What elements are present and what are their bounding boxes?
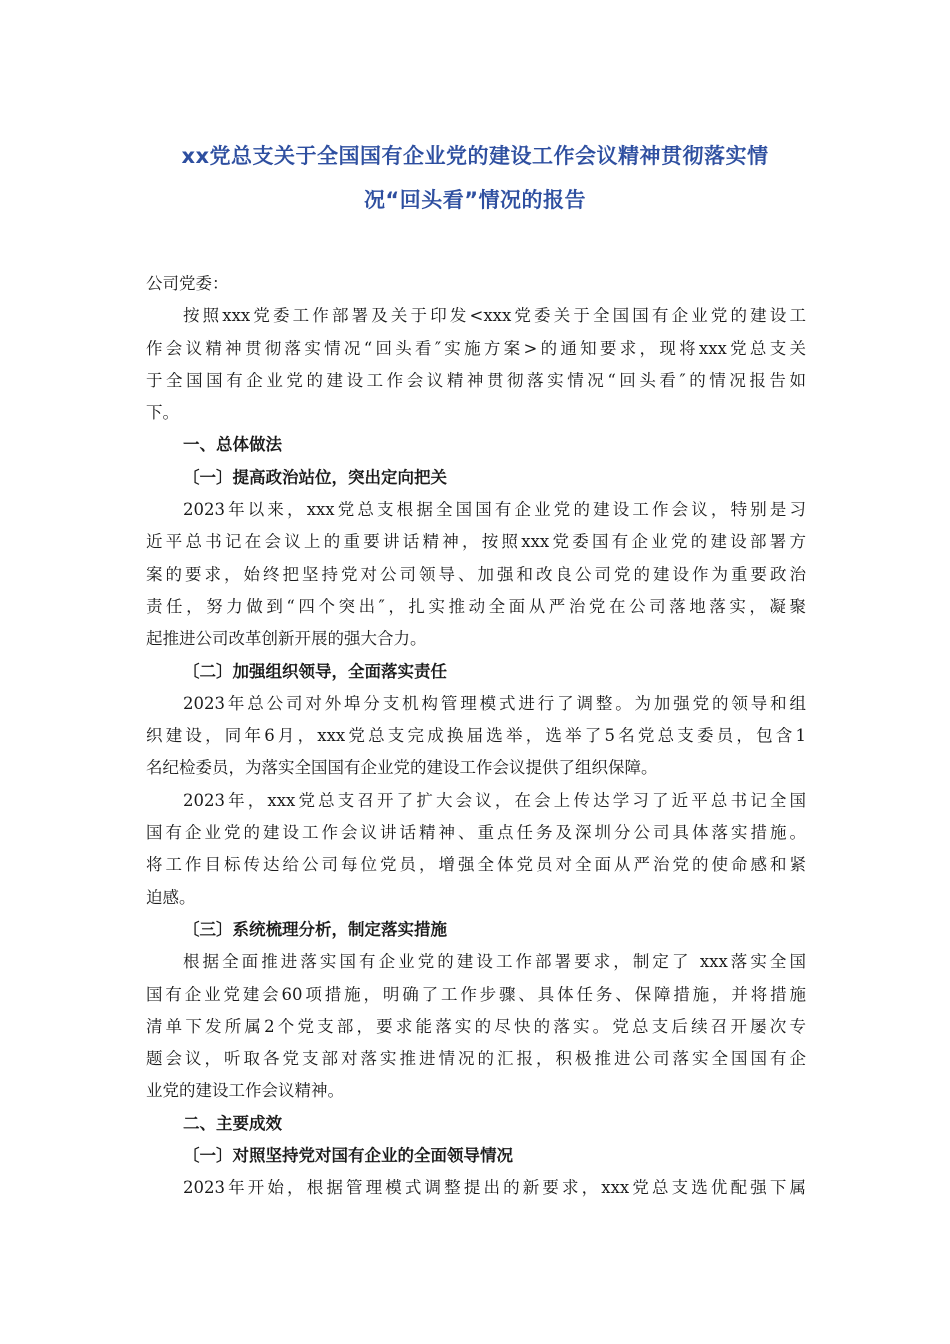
paragraph-line: 起推进公司改革创新开展的强大合力。 (146, 629, 427, 649)
paragraph-line: 题会议，听取各党支部对落实推进情况的汇报，积极推进公司落实全国国有企 (146, 1049, 806, 1069)
paragraph-line: 责任，努力做到“四个突出″，扎实推动全面从严治党在公司落地落实，凝聚 (146, 596, 806, 616)
paragraph-line: 名纪检委员，为落实全国国有企业党的建设工作会议提供了组织保障。 (146, 758, 658, 778)
paragraph-line: 根据全面推进落实国有企业党的建设工作部署要求，制定了 xxx落实全国 (183, 952, 806, 972)
paragraph-line: 业党的建设工作会议精神。 (146, 1081, 344, 1101)
intro-line: 于全国国有企业党的建设工作会议精神贯彻落实情况“回头看″的情况报告如 (146, 370, 806, 390)
paragraph-line: 2023年开始，根据管理模式调整提出的新要求，xxx党总支选优配强下属 (183, 1178, 806, 1198)
paragraph-line: 2023年，xxx党总支召开了扩大会议，在会上传达学习了近平总书记全国 (183, 790, 806, 810)
intro-line: 下。 (146, 403, 179, 423)
paragraph-line: 迫感。 (146, 887, 196, 907)
section1-sub3-heading: 〔三〕系统梳理分析，制定落实措施 (183, 919, 447, 939)
paragraph-line: 国有企业党的建设工作会议讲话精神、重点任务及深圳分公司具体落实措施。 (146, 823, 806, 843)
intro-line: 按照xxx党委工作部署及关于印发<xxx党委关于全国国有企业党的建设工 (183, 306, 806, 326)
section2-heading: 二、主要成效 (183, 1113, 282, 1133)
document-title (130, 134, 820, 222)
salutation: 公司党委： (146, 274, 229, 293)
section2-sub1-heading: 〔一〕对照坚持党对国有企业的全面领导情况 (183, 1146, 513, 1166)
paragraph-line: 案的要求，始终把坚持党对公司领导、加强和改良公司党的建设作为重要政治 (146, 564, 806, 584)
section1-sub1-heading: 〔一〕提高政治站位，突出定向把关 (183, 467, 447, 487)
paragraph-line: 将工作目标传达给公司每位党员，增强全体党员对全面从严治党的使命感和紧 (146, 855, 806, 875)
paragraph-line: 清单下发所属2个党支部，要求能落实的尽快的落实。党总支后续召开屡次专 (146, 1016, 806, 1036)
title-line-1: xx党总支关于全国国有企业党的建设工作会议精神贯彻落实情 (181, 144, 769, 168)
section1-heading: 一、总体做法 (183, 435, 282, 455)
section1-sub2-heading: 〔二〕加强组织领导，全面落实责任 (183, 661, 447, 681)
paragraph-line: 近平总书记在会议上的重要讲话精神，按照xxx党委国有企业党的建设部署方 (146, 532, 806, 552)
intro-line: 作会议精神贯彻落实情况“回头看″实施方案>的通知要求，现将xxx党总支关 (146, 338, 806, 358)
document-body (146, 268, 806, 1205)
paragraph-line: 2023年总公司对外埠分支机构管理模式进行了调整。为加强党的领导和组 (183, 693, 806, 713)
title-line-2: 况“回头看”情况的报告 (363, 188, 587, 212)
paragraph-line: 2023年以来，xxx党总支根据全国国有企业党的建设工作会议，特别是习 (183, 500, 806, 520)
paragraph-line: 国有企业党建会60项措施，明确了工作步骤、具体任务、保障措施，并将措施 (146, 984, 806, 1004)
paragraph-line: 织建设，同年6月，xxx党总支完成换届选举，选举了5名党总支委员，包含1 (146, 726, 806, 746)
